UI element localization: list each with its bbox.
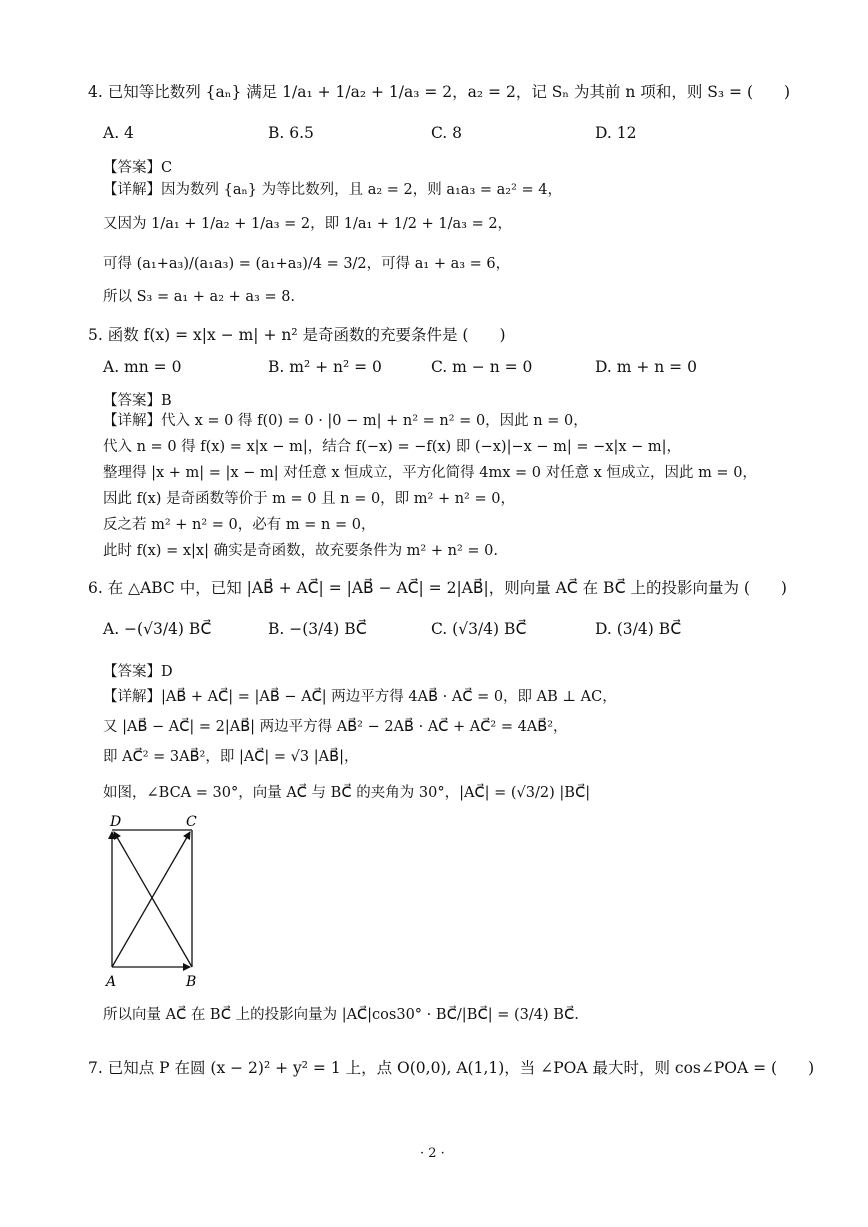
- question-5-stem: 5. 函数 f(x) = x|x − m| + n² 是奇函数的充要条件是 ( ): [88, 326, 506, 344]
- vector-bd: [114, 832, 192, 967]
- q6-option-a: A. −(√3/4) BC⃗: [103, 620, 212, 638]
- page-number: · 2 ·: [420, 1146, 445, 1161]
- q5-answer: 【答案】B: [103, 393, 172, 409]
- rectangle-figure: [100, 812, 210, 992]
- q5-option-c: C. m − n = 0: [431, 358, 533, 376]
- q5-option-a: A. mn = 0: [103, 358, 182, 376]
- q6-detail-line-2: 又 |AB⃗ − AC⃗| = 2|AB⃗| 两边平方得 AB⃗² − 2AB⃗ · AC⃗ + AC⃗² = 4AB⃗²，: [103, 719, 568, 735]
- question-6-stem: 6. 在 △ABC 中，已知 |AB⃗ + AC⃗| = |AB⃗ − AC⃗| = 2|AB⃗|，则向量 AC⃗ 在 BC⃗ 上的投影向量为 ( ): [88, 579, 787, 597]
- q6-detail-line-1: 【详解】|AB⃗ + AC⃗| = |AB⃗ − AC⃗| 两边平方得 4AB⃗ · AC⃗ = 0，即 AB ⊥ AC，: [103, 689, 617, 705]
- q4-detail-line-2: 又因为 1/a₁ + 1/a₂ + 1/a₃ = 2，即 1/a₁ + 1/2 + 1/a₃ = 2，: [103, 216, 513, 232]
- q5-option-b: B. m² + n² = 0: [268, 358, 382, 376]
- q5-detail-line-1: 【详解】代入 x = 0 得 f(0) = 0 · |0 − m| + n² = n² = 0，因此 n = 0，: [103, 413, 588, 429]
- q6-detail-line-4: 如图，∠BCA = 30°，向量 AC⃗ 与 BC⃗ 的夹角为 30°，|AC⃗| = (√3/2) |BC⃗|: [103, 785, 591, 801]
- q4-option-d: D. 12: [595, 124, 637, 142]
- vector-ac: [112, 832, 190, 967]
- question-7-stem: 7. 已知点 P 在圆 (x − 2)² + y² = 1 上，点 O(0,0), A(1,1)，当 ∠POA 最大时，则 cos∠POA = ( ): [88, 1059, 815, 1077]
- q5-detail-line-6: 此时 f(x) = x|x| 确实是奇函数，故充要条件为 m² + n² = 0.: [103, 543, 498, 559]
- q6-detail-line-3: 即 AC⃗² = 3AB⃗²，即 |AC⃗| = √3 |AB⃗|，: [103, 749, 359, 765]
- q5-option-d: D. m + n = 0: [595, 358, 697, 376]
- q4-option-a: A. 4: [103, 124, 134, 142]
- q6-option-b: B. −(3/4) BC⃗: [268, 620, 367, 638]
- q5-detail-line-2: 代入 n = 0 得 f(x) = x|x − m|，结合 f(−x) = −f(x) 即 (−x)|−x − m| = −x|x − m|，: [103, 439, 682, 455]
- label-d: D: [110, 814, 122, 830]
- q6-option-d: D. (3/4) BC⃗: [595, 620, 682, 638]
- q5-detail-line-5: 反之若 m² + n² = 0，必有 m = n = 0，: [103, 517, 376, 533]
- q6-answer: 【答案】D: [103, 664, 173, 680]
- q6-conclusion: 所以向量 AC⃗ 在 BC⃗ 上的投影向量为 |AC⃗|cos30° · BC⃗/|BC⃗| = (3/4) BC⃗.: [103, 1007, 579, 1023]
- q6-option-c: C. (√3/4) BC⃗: [431, 620, 527, 638]
- label-b: B: [186, 974, 197, 990]
- q4-detail-line-1: 【详解】因为数列 {aₙ} 为等比数列，且 a₂ = 2，则 a₁a₃ = a₂² = 4，: [103, 182, 562, 198]
- q4-detail-line-4: 所以 S₃ = a₁ + a₂ + a₃ = 8.: [103, 289, 296, 305]
- q5-detail-line-3: 整理得 |x + m| = |x − m| 对任意 x 恒成立，平方化简得 4mx = 0 对任意 x 恒成立，因此 m = 0，: [103, 465, 757, 481]
- question-4-stem: 4. 已知等比数列 {aₙ} 满足 1/a₁ + 1/a₂ + 1/a₃ = 2，a₂ = 2，记 Sₙ 为其前 n 项和，则 S₃ = ( ): [88, 83, 791, 101]
- q4-answer: 【答案】C: [103, 160, 173, 176]
- label-a: A: [106, 974, 117, 990]
- q5-detail-line-4: 因此 f(x) 是奇函数等价于 m = 0 且 n = 0，即 m² + n² = 0，: [103, 491, 515, 507]
- q4-option-c: C. 8: [431, 124, 463, 142]
- q4-detail-line-3: 可得 (a₁+a₃)/(a₁a₃) = (a₁+a₃)/4 = 3/2，可得 a₁ + a₃ = 6，: [103, 256, 511, 272]
- label-c: C: [186, 814, 197, 830]
- q4-option-b: B. 6.5: [268, 124, 314, 142]
